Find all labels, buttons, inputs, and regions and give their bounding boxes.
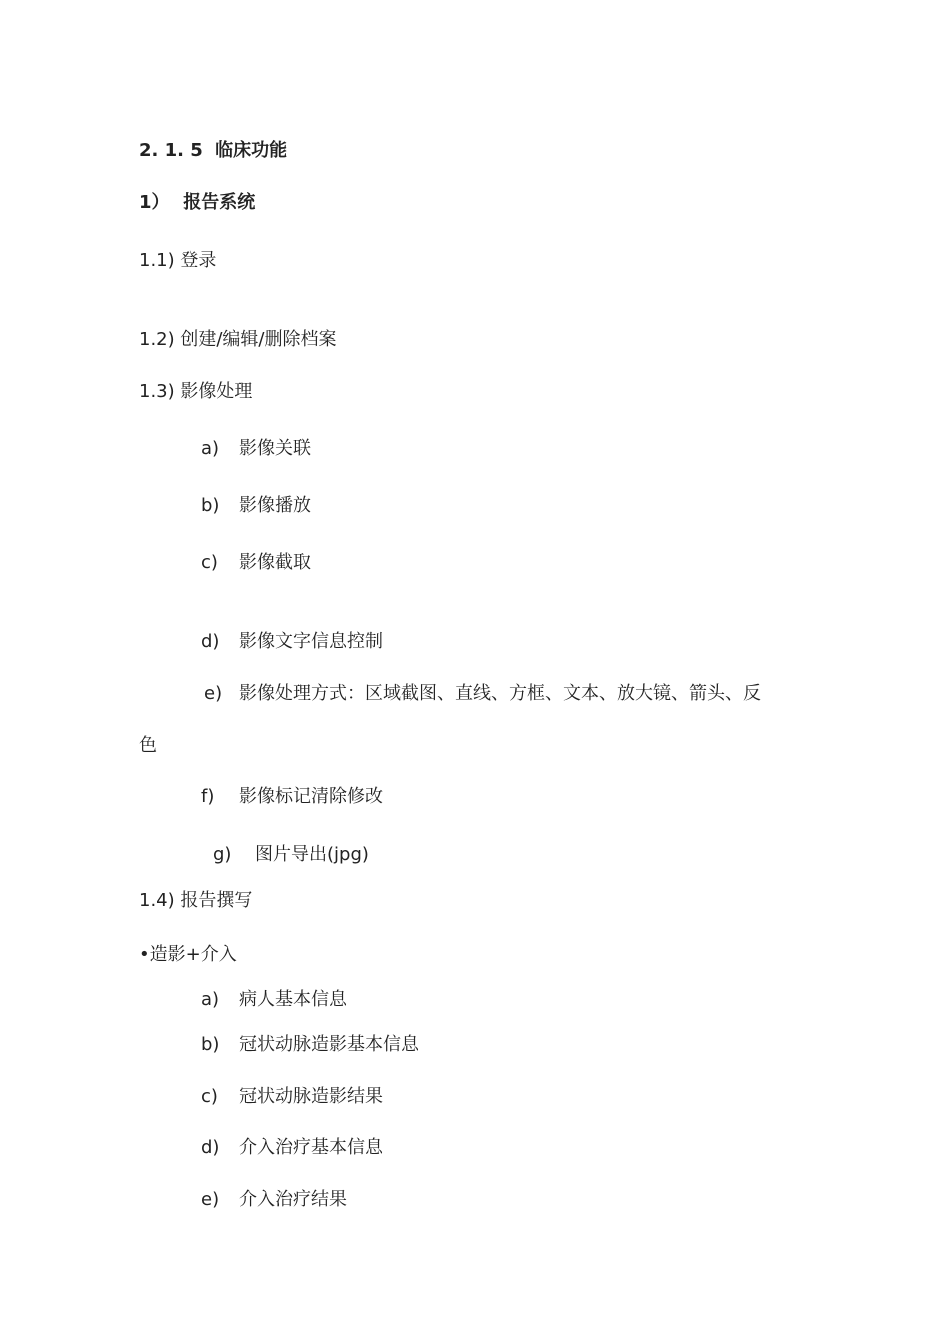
list-item (201, 1034, 419, 1056)
list-text: 影像播放 (239, 495, 311, 516)
list-marker: f) (201, 786, 215, 807)
list-item (201, 552, 311, 574)
list-item (201, 786, 383, 808)
list-text: 影像关联 (239, 438, 311, 459)
list-item (201, 1189, 347, 1211)
list-item (204, 683, 761, 705)
item-login: 1.1) 登录 (139, 250, 217, 271)
list-text: 图片导出(jpg) (255, 844, 369, 865)
list-item (201, 989, 347, 1011)
list-marker: a) (201, 989, 220, 1010)
list-text: 介入治疗结果 (239, 1189, 347, 1210)
list-item (201, 438, 311, 460)
section-heading (139, 140, 287, 162)
list-marker: b) (201, 495, 220, 516)
list-marker: e) (201, 1189, 220, 1210)
subsection-number: 1） (139, 192, 170, 213)
list-text: 影像截取 (239, 552, 311, 573)
item-archive: 1.2) 创建/编辑/删除档案 (139, 329, 337, 350)
item-imaging: 1.3) 影像处理 (139, 381, 253, 402)
list-item (201, 1086, 383, 1108)
list-text: 影像标记清除修改 (239, 786, 383, 807)
subsection-title: 报告系统 (183, 192, 256, 213)
item-report: 1.4) 报告撰写 (139, 890, 253, 911)
subsection-heading (139, 192, 255, 214)
list-item (201, 1137, 383, 1159)
list-item (201, 631, 383, 653)
angio-heading: •造影+介入 (139, 944, 237, 965)
list-item-continuation: 色 (139, 735, 157, 756)
section-title: 临床功能 (215, 140, 288, 161)
section-number: 2. 1. 5 (139, 140, 203, 161)
list-text: 介入治疗基本信息 (239, 1137, 383, 1158)
list-marker: b) (201, 1034, 220, 1055)
list-marker: c) (201, 552, 218, 573)
list-marker: d) (201, 1137, 220, 1158)
list-marker: d) (201, 631, 220, 652)
list-item (201, 495, 311, 517)
list-marker: e) (204, 683, 223, 704)
list-text: 冠状动脉造影结果 (239, 1086, 383, 1107)
list-item (213, 844, 369, 866)
list-marker: g) (213, 844, 232, 865)
list-text: 影像处理方式：区域截图、直线、方框、文本、放大镜、箭头、反 (239, 683, 761, 704)
list-marker: a) (201, 438, 220, 459)
list-marker: c) (201, 1086, 218, 1107)
list-text: 病人基本信息 (239, 989, 347, 1010)
list-text: 影像文字信息控制 (239, 631, 383, 652)
list-text: 冠状动脉造影基本信息 (239, 1034, 419, 1055)
